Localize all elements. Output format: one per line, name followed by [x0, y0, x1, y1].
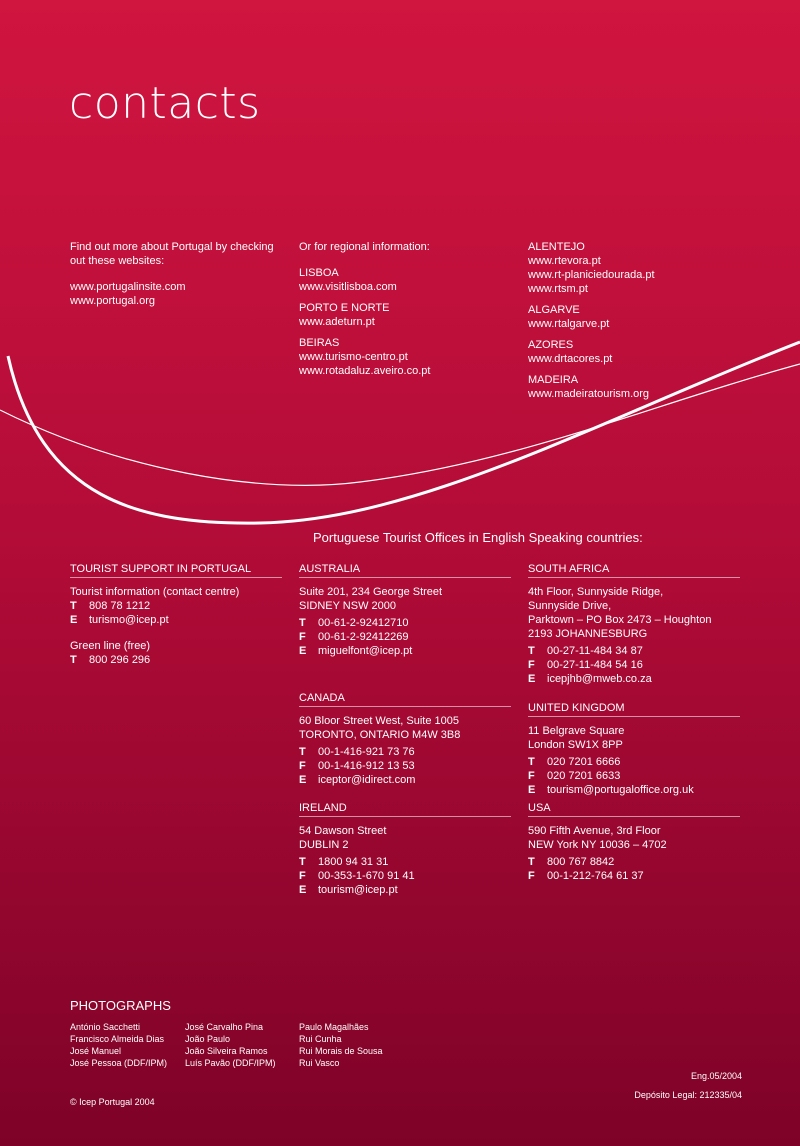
address-line: SIDNEY NSW 2000	[299, 600, 397, 612]
email-row	[528, 783, 740, 797]
section-heading: IRELAND	[299, 801, 511, 817]
email-label: E	[299, 884, 307, 896]
photographer-name: João Silveira Ramos	[185, 1046, 268, 1056]
region-link[interactable]: www.rtsm.pt	[528, 283, 588, 295]
address-line: 11 Belgrave Square	[528, 725, 625, 737]
address-line: London SW1X 8PP	[528, 739, 623, 751]
region-link[interactable]: www.rt-planiciedourada.pt	[528, 269, 655, 281]
regional-section-2	[528, 240, 748, 401]
phone-row	[70, 653, 282, 667]
photographer-name: José Pessoa (DDF/IPM)	[70, 1058, 168, 1068]
photographer-name: Rui Morais de Sousa	[299, 1046, 383, 1056]
section-heading: CANADA	[299, 691, 511, 707]
office-australia	[299, 562, 511, 658]
phone-label: T	[528, 645, 535, 657]
address-line: Parktown – PO Box 2473 – Houghton	[528, 614, 712, 626]
email-label: E	[299, 645, 307, 657]
address-line: Sunnyside Drive,	[528, 600, 612, 612]
email-label: E	[70, 614, 78, 626]
section-heading: USA	[528, 801, 740, 817]
office-united-kingdom	[528, 701, 740, 797]
fax-label: F	[299, 760, 306, 772]
phone-label: T	[70, 600, 77, 612]
office-canada	[299, 691, 511, 787]
photographer-column	[70, 1021, 167, 1069]
websites-section	[70, 240, 280, 308]
phone-value: 00-61-2-92412710	[318, 617, 409, 629]
region-link[interactable]: www.madeiratourism.org	[528, 388, 650, 400]
office-south-africa	[528, 562, 740, 686]
email-row	[528, 672, 740, 686]
phone-row	[70, 599, 282, 613]
email-value[interactable]: tourism@portugaloffice.org.uk	[547, 784, 694, 796]
phone-value: 020 7201 6666	[547, 756, 621, 768]
region-name: PORTO E NORTE	[299, 302, 390, 314]
region-link[interactable]: www.rotadaluz.aveiro.co.pt	[299, 365, 431, 377]
copyright: © Icep Portugal 2004	[70, 1097, 155, 1107]
phone-value: 800 296 296	[89, 654, 151, 666]
regional-intro: Or for regional information:	[299, 241, 430, 253]
office-usa	[528, 801, 740, 883]
phone-row	[299, 745, 511, 759]
email-value[interactable]: icepjhb@mweb.co.za	[547, 673, 652, 685]
phone-value: 00-27-11-484 34 87	[547, 645, 643, 657]
tourist-support-section	[70, 562, 282, 667]
email-label: E	[528, 673, 536, 685]
address-line: 60 Bloor Street West, Suite 1005	[299, 715, 459, 727]
page-title: contacts	[69, 78, 261, 129]
phone-row	[528, 855, 740, 869]
fax-label: F	[299, 870, 306, 882]
phone-label: T	[299, 617, 306, 629]
fax-row	[299, 869, 511, 883]
photographer-name: José Manuel	[70, 1046, 122, 1056]
region-name: LISBOA	[299, 267, 339, 279]
email-row	[299, 883, 511, 897]
email-row	[70, 613, 282, 627]
photographer-name: Rui Vasco	[299, 1058, 340, 1068]
offices-title: Portuguese Tourist Offices in English Speaking countries:	[313, 530, 643, 545]
photographer-name: Francisco Almeida Dias	[70, 1034, 165, 1044]
phone-row	[528, 644, 740, 658]
photographer-name: João Paulo	[185, 1034, 231, 1044]
fax-label: F	[299, 631, 306, 643]
phone-value: 808 78 1212	[89, 600, 151, 612]
fax-value: 00-353-1-670 91 41	[318, 870, 415, 882]
phone-value: 00-1-416-921 73 76	[318, 746, 415, 758]
phone-row	[528, 755, 740, 769]
fax-label: F	[528, 659, 535, 671]
section-heading: TOURIST SUPPORT IN PORTUGAL	[70, 562, 282, 578]
region-link[interactable]: www.drtacores.pt	[528, 353, 613, 365]
fax-value: 00-61-2-92412269	[318, 631, 409, 643]
address-line: TORONTO, ONTARIO M4W 3B8	[299, 729, 461, 741]
phone-label: T	[70, 654, 77, 666]
section-heading: UNITED KINGDOM	[528, 701, 740, 717]
phone-row	[299, 616, 511, 630]
region-link[interactable]: www.rtevora.pt	[528, 255, 601, 267]
edition-code: Eng.05/2004	[690, 1071, 742, 1081]
address-line: 590 Fifth Avenue, 3rd Floor	[528, 825, 661, 837]
address-line: DUBLIN 2	[299, 839, 349, 851]
fax-row	[299, 630, 511, 644]
address-line: Suite 201, 234 George Street	[299, 586, 443, 598]
office-ireland	[299, 801, 511, 897]
phone-label: T	[299, 746, 306, 758]
green-line-label: Green line (free)	[70, 640, 151, 652]
region-name: ALENTEJO	[528, 241, 585, 253]
fax-value: 020 7201 6633	[547, 770, 621, 782]
email-value[interactable]: tourism@icep.pt	[318, 884, 398, 896]
phone-value: 800 767 8842	[547, 856, 615, 868]
photographer-column	[185, 1021, 276, 1069]
photographer-name: Rui Cunha	[299, 1034, 342, 1044]
photographer-name: Luís Pavão (DDF/IPM)	[185, 1058, 276, 1068]
info-label: Tourist information (contact centre)	[70, 586, 240, 598]
website-link[interactable]: www.portugal.org	[70, 295, 155, 307]
address-line: 54 Dawson Street	[299, 825, 387, 837]
region-link[interactable]: www.turismo-centro.pt	[299, 351, 408, 363]
photographer-name: Paulo Magalhães	[299, 1022, 369, 1032]
deposito-legal: Depósito Legal: 212335/04	[634, 1090, 742, 1100]
region-name: ALGARVE	[528, 304, 580, 316]
fax-row	[528, 869, 740, 883]
email-value[interactable]: miguelfont@icep.pt	[318, 645, 413, 657]
region-link[interactable]: www.rtalgarve.pt	[528, 318, 610, 330]
email-row	[299, 644, 511, 658]
fax-value: 00-1-212-764 61 37	[547, 870, 644, 882]
region-name: AZORES	[528, 339, 574, 351]
fax-label: F	[528, 870, 535, 882]
address-line: 2193 JOHANNESBURG	[528, 628, 648, 640]
email-row	[299, 773, 511, 787]
fax-row	[528, 658, 740, 672]
fax-row	[299, 759, 511, 773]
photographer-column	[299, 1021, 383, 1069]
phone-label: T	[528, 856, 535, 868]
phone-row	[299, 855, 511, 869]
fax-row	[528, 769, 740, 783]
region-link[interactable]: www.visitlisboa.com	[299, 281, 397, 293]
websites-intro: Find out more about Portugal by checking out these websites:	[70, 241, 274, 267]
phone-value: 1800 94 31 31	[318, 856, 389, 868]
region-name: BEIRAS	[299, 337, 340, 349]
address-line: 4th Floor, Sunnyside Ridge,	[528, 586, 664, 598]
photographer-name: José Carvalho Pina	[185, 1022, 264, 1032]
email-value[interactable]: turismo@icep.pt	[89, 614, 169, 626]
email-value[interactable]: iceptor@idirect.com	[318, 774, 416, 786]
section-heading: AUSTRALIA	[299, 562, 511, 578]
region-name: MADEIRA	[528, 374, 579, 386]
address-line: NEW York NY 10036 – 4702	[528, 839, 667, 851]
email-label: E	[528, 784, 536, 796]
email-label: E	[299, 774, 307, 786]
regional-section	[299, 240, 509, 378]
fax-value: 00-1-416-912 13 53	[318, 760, 415, 772]
photographs-heading: PHOTOGRAPHS	[70, 998, 171, 1013]
phone-label: T	[528, 756, 535, 768]
phone-label: T	[299, 856, 306, 868]
region-link[interactable]: www.adeturn.pt	[299, 316, 375, 328]
fax-label: F	[528, 770, 535, 782]
fax-value: 00-27-11-484 54 16	[547, 659, 643, 671]
section-heading: SOUTH AFRICA	[528, 562, 740, 578]
photographer-name: António Sacchetti	[70, 1022, 141, 1032]
website-link[interactable]: www.portugalinsite.com	[70, 281, 186, 293]
